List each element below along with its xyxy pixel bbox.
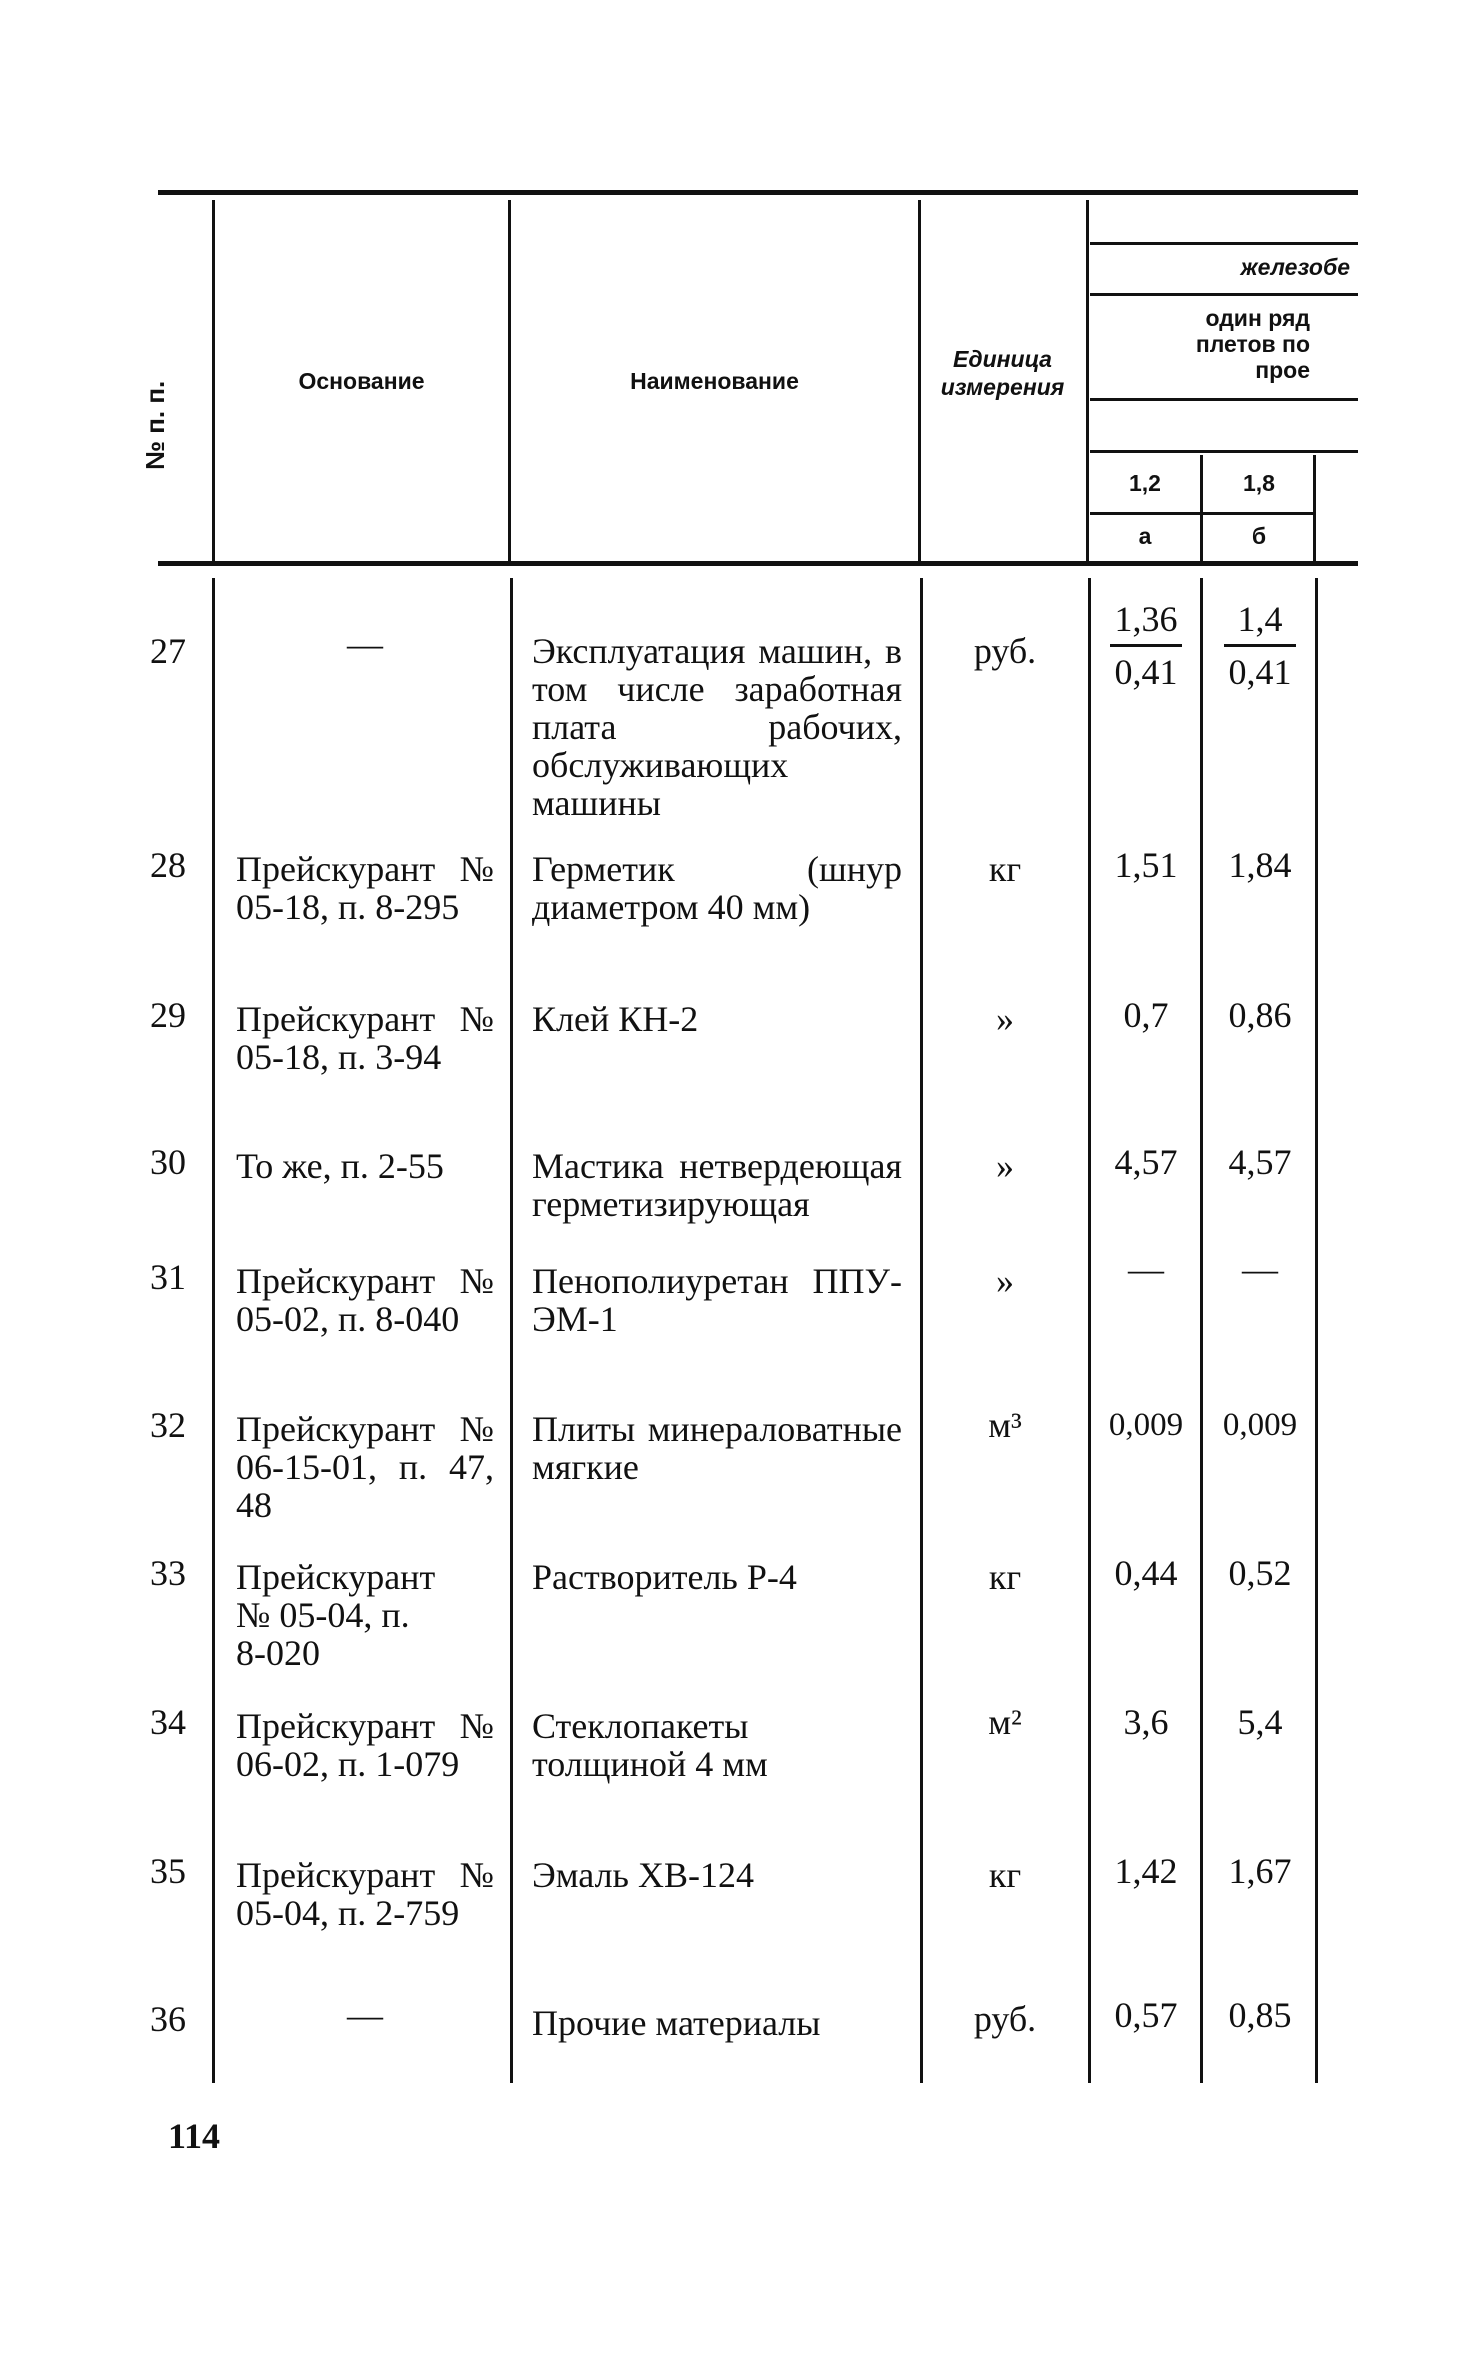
row-unit: руб. [973, 1999, 1037, 2039]
group-sub-rule [1090, 398, 1358, 401]
row-value-a: 0,57 [1114, 1995, 1178, 2035]
row-value-a: 3,6 [1123, 1702, 1169, 1742]
header-letter-a: а [1138, 523, 1152, 549]
header-unit: Единица измерения [940, 346, 1065, 400]
value-a-numerator: 1,36 [1114, 599, 1178, 639]
row-value-b: 1,67 [1228, 1851, 1292, 1891]
row-basis: Прейскурант № 05-04, п. 8-020 [236, 1557, 436, 1673]
row-value-a [1092, 598, 1200, 693]
values-top-rule [1090, 450, 1358, 453]
row-value-a: 0,7 [1123, 995, 1169, 1035]
row-number: 34 [150, 1702, 186, 1742]
row-value-b: 1,84 [1228, 845, 1292, 885]
row-name: Герметик (шнур диаметром 40 мм) [532, 849, 902, 927]
row-unit: кг [988, 1855, 1022, 1895]
row-basis: — [347, 1995, 383, 2035]
row-value-b: 4,57 [1228, 1142, 1292, 1182]
row-value-b: 0,009 [1222, 1407, 1298, 1443]
row-number: 33 [150, 1553, 186, 1593]
row-unit: руб. [973, 631, 1037, 671]
body-divider-2 [510, 578, 513, 2083]
header-value-a: 1,2 [1129, 470, 1161, 496]
row-value-a: 0,44 [1114, 1553, 1178, 1593]
value-b-denominator: 0,41 [1228, 652, 1292, 692]
row-basis: Прейскурант № 05-02, п. 8-040 [236, 1261, 494, 1339]
row-basis: То же, п. 2-55 [236, 1146, 444, 1186]
row-value-a: 0,009 [1108, 1407, 1184, 1443]
row-value-b [1205, 598, 1315, 693]
value-b-numerator: 1,4 [1237, 599, 1283, 639]
row-unit: м³ [988, 1405, 1022, 1445]
row-value-b: 0,86 [1228, 995, 1292, 1035]
header-bottom-rule [158, 561, 1358, 566]
row-number: 35 [150, 1851, 186, 1891]
row-number: 28 [150, 845, 186, 885]
body-divider-4 [1088, 578, 1091, 2083]
row-basis: Прейскурант № 06-02, п. 1-079 [236, 1706, 494, 1784]
row-number: 32 [150, 1405, 186, 1445]
row-number: 27 [150, 631, 186, 671]
col-divider-4 [1086, 200, 1089, 562]
row-number: 30 [150, 1142, 186, 1182]
row-name: Стеклопакеты толщиной 4 мм [532, 1706, 768, 1784]
row-basis: Прейскурант № 05-18, п. 8-295 [236, 849, 494, 927]
row-value-a: 1,51 [1114, 845, 1178, 885]
header-number: № п. п. [140, 380, 170, 470]
row-name: Эксплуатация машин, в том числе заработная плата рабочих, обслуживающих машины [532, 631, 902, 823]
body-divider-5 [1200, 578, 1203, 2083]
row-value-a: — [1128, 1249, 1164, 1289]
header-letter-b: б [1251, 523, 1267, 549]
value-a-denominator: 0,41 [1114, 652, 1178, 692]
row-value-b: 0,52 [1228, 1553, 1292, 1593]
row-unit: м² [988, 1702, 1022, 1742]
row-value-a: 4,57 [1114, 1142, 1178, 1182]
row-basis: — [347, 624, 383, 664]
row-name: Пенополиуретан ППУ-ЭМ-1 [532, 1261, 902, 1339]
row-unit: » [996, 999, 1014, 1039]
row-basis: Прейскурант № 06-15-01, п. 47, 48 [236, 1409, 494, 1525]
row-number: 36 [150, 1999, 186, 2039]
row-basis: Прейскурант № 05-18, п. 3-94 [236, 999, 494, 1077]
group-top-rule [1090, 242, 1358, 245]
fraction-bar [1110, 644, 1182, 647]
fraction-bar [1224, 644, 1296, 647]
row-unit: » [996, 1146, 1014, 1186]
row-basis: Прейскурант № 05-04, п. 2-759 [236, 1855, 494, 1933]
row-unit: кг [988, 849, 1022, 889]
header-value-b: 1,8 [1243, 470, 1275, 496]
row-value-a: 1,42 [1114, 1851, 1178, 1891]
row-value-b: 5,4 [1237, 1702, 1283, 1742]
row-number: 31 [150, 1257, 186, 1297]
group-mid-rule [1090, 293, 1358, 296]
body-divider-6 [1315, 578, 1318, 2083]
header-basis: Основание [298, 368, 425, 394]
row-number: 29 [150, 995, 186, 1035]
row-name: Плиты минераловатные мягкие [532, 1409, 902, 1487]
row-name: Прочие материалы [532, 2003, 821, 2043]
header-name: Наименование [630, 368, 799, 394]
body-divider-1 [212, 578, 215, 2083]
header-group: железобе [1240, 254, 1350, 280]
row-value-b: — [1242, 1249, 1278, 1289]
row-unit: кг [988, 1557, 1022, 1597]
table-top-rule [158, 190, 1358, 195]
row-name: Клей КН-2 [532, 999, 699, 1039]
row-name: Эмаль ХВ-124 [532, 1855, 754, 1895]
row-name: Растворитель Р-4 [532, 1557, 797, 1597]
row-name: Мастика нетвердеющая герметизирующая [532, 1146, 902, 1224]
row-value-b: 0,85 [1228, 1995, 1292, 2035]
row-unit: » [996, 1261, 1014, 1301]
header-group-sub: один ряд плетов по прое [1195, 305, 1310, 383]
page-number: 114 [168, 2116, 221, 2156]
